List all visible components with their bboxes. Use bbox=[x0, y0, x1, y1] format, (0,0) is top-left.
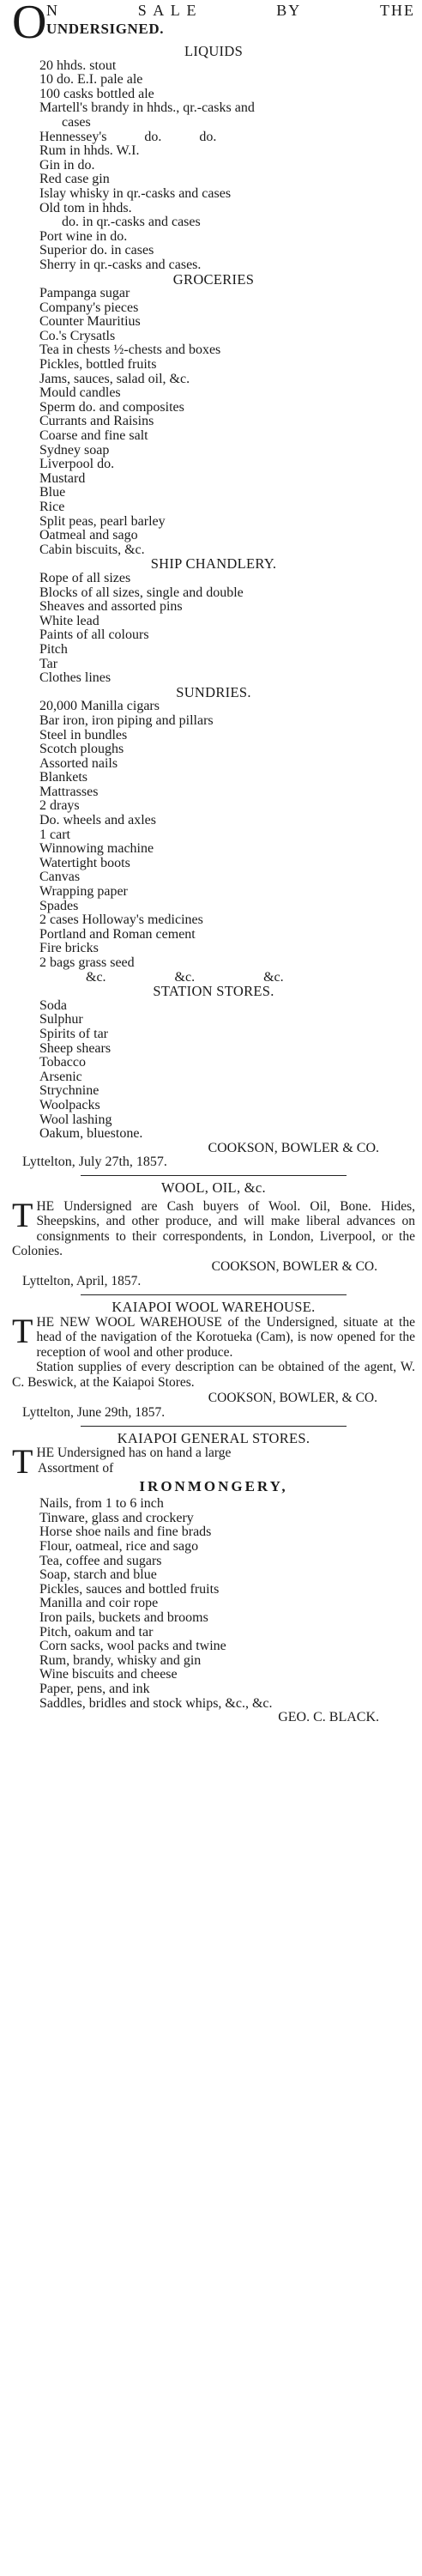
list-item: Pitch bbox=[39, 641, 68, 657]
list-item: Saddles, bridles and stock whips, &c., &c. bbox=[39, 1695, 273, 1711]
signature: COOKSON, BOWLER & CO. bbox=[208, 1140, 379, 1155]
list-item: Mould candles bbox=[39, 385, 121, 401]
list-item: Wool lashing bbox=[39, 1112, 112, 1127]
list-item: Martell's brandy in hhds., qr.-casks and bbox=[39, 100, 255, 116]
list-item: Tobacco bbox=[39, 1055, 86, 1070]
drop-cap: T bbox=[12, 1311, 33, 1350]
list-item: Nails, from 1 to 6 inch bbox=[39, 1496, 164, 1512]
list-item: Paper, pens, and ink bbox=[39, 1681, 150, 1696]
section-sundries bbox=[12, 683, 415, 985]
dateline: Lyttelton, July 27th, 1857. bbox=[22, 1155, 167, 1170]
advert-heading: WOOL, OIL, &c. bbox=[161, 1179, 266, 1196]
section-station-stores bbox=[12, 985, 415, 1142]
list-item: Clothes lines bbox=[39, 670, 112, 686]
list-item: Wrapping paper bbox=[39, 884, 128, 900]
list-item: Sydney soap bbox=[39, 442, 110, 458]
section-groceries bbox=[12, 270, 415, 558]
list-item: Scotch ploughs bbox=[39, 742, 124, 757]
list-item: Horse shoe nails and fine brads bbox=[39, 1524, 212, 1540]
list-item: Iron pails, buckets and brooms bbox=[39, 1609, 208, 1625]
list-item: Corn sacks, wool packs and twine bbox=[39, 1639, 226, 1654]
dateline: Lyttelton, April, 1857. bbox=[22, 1274, 142, 1289]
list-item: Red case gin bbox=[39, 172, 110, 187]
list-item: Blue bbox=[39, 485, 66, 500]
list-item: Cabin biscuits, &c. bbox=[39, 542, 145, 557]
list-item: Pampanga sugar bbox=[39, 286, 130, 301]
divider-rule bbox=[81, 1426, 347, 1427]
list-item: Strychnine bbox=[39, 1083, 99, 1099]
lead-word: N bbox=[46, 2, 59, 19]
list-item: 2 cases Holloway's medicines bbox=[39, 912, 203, 928]
on-sale-line-1 bbox=[46, 2, 415, 20]
lead-word: THE bbox=[379, 2, 415, 19]
divider-rule bbox=[81, 1294, 347, 1295]
dateline: Lyttelton, June 29th, 1857. bbox=[22, 1405, 166, 1421]
list-item: &c. &c. &c. bbox=[86, 969, 284, 985]
list-item: Sperm do. and composites bbox=[39, 399, 184, 415]
signature: COOKSON, BOWLER, & CO. bbox=[208, 1390, 377, 1405]
list-item: Spirits of tar bbox=[39, 1026, 108, 1041]
list-item: White lead bbox=[39, 613, 99, 628]
list-item: Sulphur bbox=[39, 1012, 83, 1027]
list-item: Spades bbox=[39, 898, 79, 913]
list-item: 100 casks bottled ale bbox=[39, 86, 154, 101]
list-item: 10 do. E.I. pale ale bbox=[39, 72, 143, 88]
list-item: Tea in chests ½-chests and boxes bbox=[39, 342, 221, 358]
list-item: Tea, coffee and sugars bbox=[39, 1553, 162, 1568]
list-item: 20 hhds. stout bbox=[39, 58, 117, 73]
list-item: Tinware, glass and crockery bbox=[39, 1510, 194, 1525]
list-item: Rum in hhds. W.I. bbox=[39, 143, 140, 159]
section-liquids bbox=[12, 45, 415, 273]
list-item: 20,000 Manilla cigars bbox=[39, 699, 160, 714]
list-item: Liverpool do. bbox=[39, 457, 115, 472]
list-item: Assorted nails bbox=[39, 755, 118, 771]
list-item: Sheep shears bbox=[39, 1040, 112, 1056]
section-heading: SUNDRIES. bbox=[176, 683, 251, 700]
list-item: Bar iron, iron piping and pillars bbox=[39, 712, 214, 728]
list-item: Fire bricks bbox=[39, 941, 99, 956]
list-item: Coarse and fine salt bbox=[39, 428, 148, 444]
list-item: Blankets bbox=[39, 770, 87, 785]
list-item: do. in qr.-casks and cases bbox=[62, 215, 201, 230]
newspaper-column bbox=[0, 2, 422, 2576]
list-item: Watertight boots bbox=[39, 855, 130, 870]
list-item: Pickles, bottled fruits bbox=[39, 357, 157, 373]
on-sale-line-2: UNDERSIGNED. bbox=[46, 21, 165, 37]
signature: COOKSON, BOWLER & CO. bbox=[211, 1258, 377, 1274]
list-item: Co.'s Crysatls bbox=[39, 328, 116, 343]
intro-line-2: Assortment of bbox=[38, 1461, 114, 1476]
list-item: Pickles, sauces and bottled fruits bbox=[39, 1581, 220, 1597]
list-item: Paints of all colours bbox=[39, 627, 149, 643]
list-item: Winnowing machine bbox=[39, 841, 154, 857]
wool-oil-advert bbox=[12, 1181, 415, 1289]
list-item: Mustard bbox=[39, 470, 86, 486]
signature: GEO. C. BLACK. bbox=[278, 1710, 379, 1725]
section-ship-chandlery bbox=[12, 557, 415, 685]
drop-cap: O bbox=[12, 0, 47, 49]
section-heading: LIQUIDS bbox=[184, 43, 244, 59]
list-item: Blocks of all sizes, single and double bbox=[39, 585, 244, 600]
section-heading: GROCERIES bbox=[172, 270, 255, 288]
list-item: 2 drays bbox=[39, 798, 80, 814]
list-item: Portland and Roman cement bbox=[39, 926, 196, 942]
list-item: Port wine in do. bbox=[39, 228, 128, 244]
list-item: Soap, starch and blue bbox=[39, 1567, 157, 1583]
list-item: 1 cart bbox=[39, 827, 70, 842]
list-item: Tar bbox=[39, 656, 58, 671]
list-item: Flour, oatmeal, rice and sago bbox=[39, 1538, 199, 1554]
list-item: Islay whisky in qr.-casks and cases bbox=[39, 185, 232, 201]
list-item: Old tom in hhds. bbox=[39, 200, 132, 215]
list-item: Split peas, pearl barley bbox=[39, 513, 166, 529]
section-heading: SHIP CHANDLERY. bbox=[150, 555, 277, 573]
advert-body bbox=[12, 1311, 415, 1361]
list-item: Counter Mauritius bbox=[39, 314, 141, 330]
list-item: Hennessey's do. do. bbox=[39, 129, 217, 144]
list-item: Pitch, oakum and tar bbox=[39, 1624, 154, 1640]
list-item: Wine biscuits and cheese bbox=[39, 1667, 178, 1682]
list-item: Manilla and coir rope bbox=[39, 1596, 159, 1611]
lead-word: BY bbox=[276, 2, 302, 19]
list-item: cases bbox=[62, 114, 91, 130]
list-item: Woolpacks bbox=[39, 1097, 100, 1112]
kaiapoi-stores-advert bbox=[12, 1429, 415, 1725]
drop-cap: T bbox=[12, 1442, 33, 1482]
list-item: Soda bbox=[39, 997, 67, 1013]
list-item: Gin in do. bbox=[39, 157, 95, 173]
advert-heading: KAIAPOI WOOL WAREHOUSE. bbox=[112, 1299, 316, 1316]
on-sale-lead bbox=[12, 0, 415, 49]
drop-cap: T bbox=[12, 1195, 33, 1234]
on-sale-advert bbox=[12, 2, 415, 1170]
kaiapoi-wool-advert bbox=[12, 1300, 415, 1421]
advert-intro bbox=[12, 1442, 415, 1482]
advert-heading: KAIAPOI GENERAL STORES. bbox=[117, 1429, 310, 1446]
list-item: 2 bags grass seed bbox=[39, 955, 135, 970]
list-item: Superior do. in cases bbox=[39, 243, 154, 258]
advert-body bbox=[12, 1195, 415, 1259]
list-item: Mattrasses bbox=[39, 784, 99, 799]
list-item: Rope of all sizes bbox=[39, 570, 131, 585]
list-item: Sheaves and assorted pins bbox=[39, 599, 183, 615]
list-item: Oakum, bluestone. bbox=[39, 1126, 143, 1142]
advert-body-2: Station supplies of every description can be obtained of the agent, W. C. Beswick, at the Kaiapoi Stores. bbox=[12, 1360, 415, 1391]
list-item: Company's pieces bbox=[39, 300, 139, 315]
list-item: Rice bbox=[39, 500, 65, 514]
list-item: Jams, sauces, salad oil, &c. bbox=[39, 371, 190, 386]
body-text: HE NEW WOOL WAREHOUSE of the Undersigned, situate at the head of the navigation of the Korotueka (Cam), is now opened for the reception of wool and other produce. bbox=[36, 1314, 415, 1360]
list-item: Currants and Raisins bbox=[39, 414, 154, 429]
body-text: HE Undersigned are Cash buyers of Wool. Oil, Bone. Hides, Sheepskins, and other produce, and will make liberal advances on consignments to their correspondents, in London, Liverpool, or the Colonies. bbox=[12, 1198, 415, 1259]
list-item: Steel in bundles bbox=[39, 727, 128, 742]
list-item: Arsenic bbox=[39, 1069, 82, 1084]
list-item: Sherry in qr.-casks and cases. bbox=[39, 257, 202, 272]
list-item: Rum, brandy, whisky and gin bbox=[39, 1652, 202, 1668]
list-item: Do. wheels and axles bbox=[39, 813, 156, 828]
section-heading: STATION STORES. bbox=[153, 983, 274, 1000]
list-item: Canvas bbox=[39, 870, 81, 885]
intro-line-1: HE Undersigned has on hand a large bbox=[36, 1446, 232, 1461]
feature-heading: IRONMONGERY, bbox=[139, 1477, 288, 1494]
lead-word: S A L E bbox=[137, 2, 198, 19]
list-item: Oatmeal and sago bbox=[39, 528, 138, 543]
divider-rule bbox=[81, 1175, 347, 1176]
